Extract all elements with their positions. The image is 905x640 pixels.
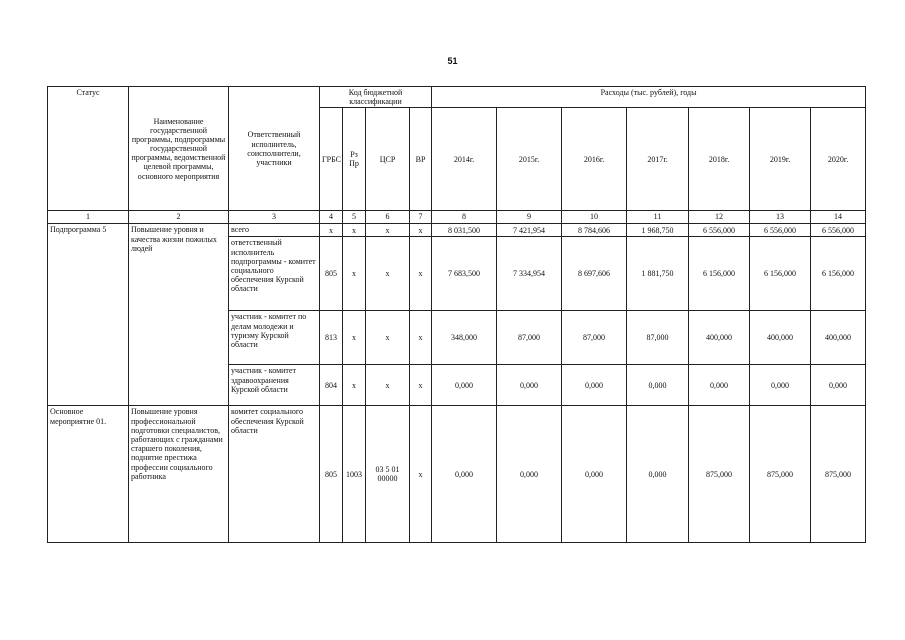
column-number: 2 <box>129 211 229 224</box>
header-year: 2018г. <box>689 108 750 211</box>
cell-amount: 7 683,500 <box>432 237 497 311</box>
row-executor: участник - комитет здравоохранения Курской области <box>229 365 320 406</box>
header-status: Статус <box>48 87 129 211</box>
cell-vr: x <box>410 365 432 406</box>
column-number: 8 <box>432 211 497 224</box>
cell-csr: 03 5 01 00000 <box>366 406 410 543</box>
cell-amount: 875,000 <box>811 406 866 543</box>
cell-amount: 0,000 <box>627 365 689 406</box>
header-name: Наименование государственной программы, подпрограммы государственной программы, ведомственной целевой программы, основного мероприятия <box>129 87 229 211</box>
cell-amount: 400,000 <box>689 311 750 365</box>
cell-amount: 6 556,000 <box>811 224 866 237</box>
cell-amount: 348,000 <box>432 311 497 365</box>
cell-amount: 0,000 <box>689 365 750 406</box>
cell-vr: x <box>410 406 432 543</box>
page-number: 51 <box>447 56 458 66</box>
cell-rz-pr: 1003 <box>343 406 366 543</box>
cell-rz-pr: x <box>343 311 366 365</box>
cell-amount: 87,000 <box>627 311 689 365</box>
column-number: 7 <box>410 211 432 224</box>
cell-amount: 0,000 <box>432 406 497 543</box>
cell-vr: x <box>410 224 432 237</box>
cell-csr: x <box>366 224 410 237</box>
column-number: 4 <box>320 211 343 224</box>
cell-amount: 87,000 <box>497 311 562 365</box>
header-year: 2016г. <box>562 108 627 211</box>
cell-amount: 875,000 <box>689 406 750 543</box>
column-number: 13 <box>750 211 811 224</box>
column-number: 11 <box>627 211 689 224</box>
cell-csr: x <box>366 237 410 311</box>
cell-amount: 6 156,000 <box>811 237 866 311</box>
cell-grbs: x <box>320 224 343 237</box>
cell-amount: 400,000 <box>811 311 866 365</box>
header-year: 2015г. <box>497 108 562 211</box>
cell-grbs: 805 <box>320 237 343 311</box>
row-executor: комитет социального обеспечения Курской области <box>229 406 320 543</box>
cell-grbs: 804 <box>320 365 343 406</box>
cell-amount: 6 556,000 <box>750 224 811 237</box>
cell-amount: 6 156,000 <box>750 237 811 311</box>
header-year: 2019г. <box>750 108 811 211</box>
cell-rz-pr: x <box>343 224 366 237</box>
cell-rz-pr: x <box>343 365 366 406</box>
cell-amount: 6 156,000 <box>689 237 750 311</box>
row-executor: всего <box>229 224 320 237</box>
cell-amount: 6 556,000 <box>689 224 750 237</box>
cell-grbs: 813 <box>320 311 343 365</box>
cell-csr: x <box>366 311 410 365</box>
header-year: 2017г. <box>627 108 689 211</box>
table-row <box>48 224 866 237</box>
cell-amount: 0,000 <box>811 365 866 406</box>
cell-amount: 0,000 <box>432 365 497 406</box>
cell-amount: 8 784,606 <box>562 224 627 237</box>
column-number: 6 <box>366 211 410 224</box>
header-year: 2020г. <box>811 108 866 211</box>
cell-amount: 8 031,500 <box>432 224 497 237</box>
cell-amount: 0,000 <box>627 406 689 543</box>
header-grbs: ГРБС <box>320 108 343 211</box>
cell-amount: 0,000 <box>497 406 562 543</box>
header-expenses: Расходы (тыс. рублей), годы <box>432 87 866 108</box>
row-name: Повышение уровня и качества жизни пожилых людей <box>129 224 229 406</box>
cell-amount: 7 421,954 <box>497 224 562 237</box>
header-csr: ЦСР <box>366 108 410 211</box>
column-number: 12 <box>689 211 750 224</box>
cell-amount: 87,000 <box>562 311 627 365</box>
row-status: Подпрограмма 5 <box>48 224 129 406</box>
cell-vr: x <box>410 311 432 365</box>
cell-amount: 875,000 <box>750 406 811 543</box>
row-executor: участник - комитет по делам молодежи и туризму Курской области <box>229 311 320 365</box>
cell-vr: x <box>410 237 432 311</box>
row-executor: ответственный исполнитель подпрограммы - комитет социального обеспечения Курской области <box>229 237 320 311</box>
cell-amount: 0,000 <box>562 365 627 406</box>
table-row <box>48 406 866 543</box>
column-number: 3 <box>229 211 320 224</box>
cell-amount: 1 881,750 <box>627 237 689 311</box>
column-number: 9 <box>497 211 562 224</box>
cell-rz-pr: x <box>343 237 366 311</box>
column-number: 10 <box>562 211 627 224</box>
cell-amount: 0,000 <box>497 365 562 406</box>
header-executor: Ответственный исполнитель, соисполнители, участники <box>229 87 320 211</box>
cell-amount: 1 968,750 <box>627 224 689 237</box>
header-rz-pr: Рз Пр <box>343 108 366 211</box>
header-vr: ВР <box>410 108 432 211</box>
column-number-row <box>48 211 866 224</box>
column-number: 5 <box>343 211 366 224</box>
cell-amount: 0,000 <box>562 406 627 543</box>
header-year: 2014г. <box>432 108 497 211</box>
cell-amount: 7 334,954 <box>497 237 562 311</box>
column-number: 14 <box>811 211 866 224</box>
budget-table <box>47 86 866 543</box>
row-name: Повышение уровня профессиональной подготовки специалистов, работающих с гражданами старшего поколения, поднятие престижа профессии социального работника <box>129 406 229 543</box>
cell-csr: x <box>366 365 410 406</box>
cell-amount: 0,000 <box>750 365 811 406</box>
cell-amount: 8 697,606 <box>562 237 627 311</box>
column-number: 1 <box>48 211 129 224</box>
cell-amount: 400,000 <box>750 311 811 365</box>
cell-grbs: 805 <box>320 406 343 543</box>
header-budget-code: Код бюджетной классификации <box>320 87 432 108</box>
row-status: Основное мероприятие 01. <box>48 406 129 543</box>
